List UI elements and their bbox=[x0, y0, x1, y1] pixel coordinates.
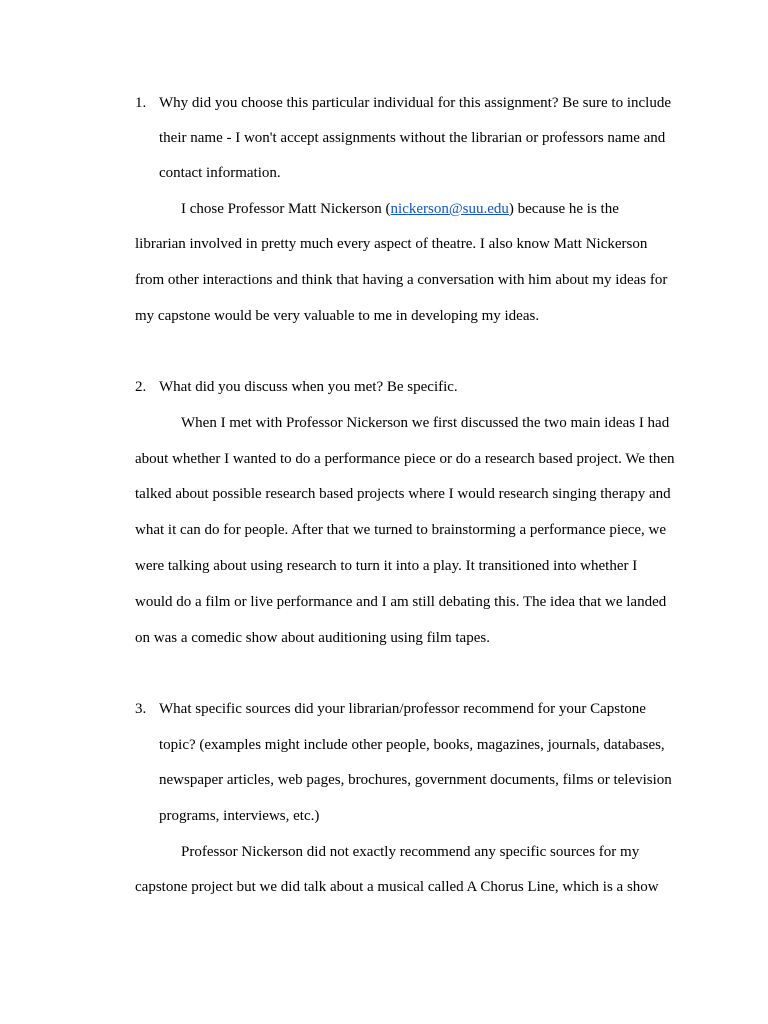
question-text-line: contact information. bbox=[159, 165, 281, 181]
question-text-line: programs, interviews, etc.) bbox=[159, 808, 320, 824]
answer-text-line: my capstone would be very valuable to me in developing my ideas. bbox=[135, 308, 540, 324]
question-text-line: What specific sources did your librarian/professor recommend for your Capstone bbox=[159, 701, 646, 717]
answer-first-line: When I met with Professor Nickerson we first discussed the two main ideas I had bbox=[181, 415, 670, 431]
question-text-line: Why did you choose this particular individual for this assignment? Be sure to include bbox=[159, 95, 671, 111]
question-text-line: topic? (examples might include other people, books, magazines, journals, databases, bbox=[159, 737, 665, 753]
answer-text-line: would do a film or live performance and I am still debating this. The idea that we landed bbox=[135, 594, 667, 610]
question-text-line: What did you discuss when you met? Be specific. bbox=[159, 379, 458, 395]
question-number: 1. bbox=[135, 95, 147, 111]
answer-text-line: capstone project but we did talk about a musical called A Chorus Line, which is a show bbox=[135, 879, 659, 895]
answer-text-line: about whether I wanted to do a performance piece or do a research based project. We then bbox=[135, 451, 675, 467]
answer-text: I chose Professor Matt Nickerson ( bbox=[181, 201, 391, 217]
answer-text-line: librarian involved in pretty much every aspect of theatre. I also know Matt Nickerson bbox=[135, 236, 648, 252]
answer-first-line bbox=[181, 200, 619, 218]
answer-text: ) because he is the bbox=[508, 201, 619, 217]
answer-text-line: were talking about using research to turn it into a play. It transitioned into whether I bbox=[135, 558, 638, 574]
email-link[interactable]: nickerson@suu.edu bbox=[390, 201, 509, 217]
question-text-line: newspaper articles, web pages, brochures, government documents, films or television bbox=[159, 772, 672, 788]
answer-text-line: from other interactions and think that having a conversation with him about my ideas for bbox=[135, 272, 668, 288]
answer-text-line: talked about possible research based projects where I would research singing therapy and bbox=[135, 486, 671, 502]
question-text-line: their name - I won't accept assignments without the librarian or professors name and bbox=[159, 130, 666, 146]
answer-text-line: on was a comedic show about auditioning using film tapes. bbox=[135, 630, 490, 646]
answer-first-line: Professor Nickerson did not exactly recommend any specific sources for my bbox=[181, 844, 640, 860]
question-number: 3. bbox=[135, 701, 147, 717]
answer-text-line: what it can do for people. After that we turned to brainstorming a performance piece, we bbox=[135, 522, 667, 538]
question-number: 2. bbox=[135, 379, 147, 395]
